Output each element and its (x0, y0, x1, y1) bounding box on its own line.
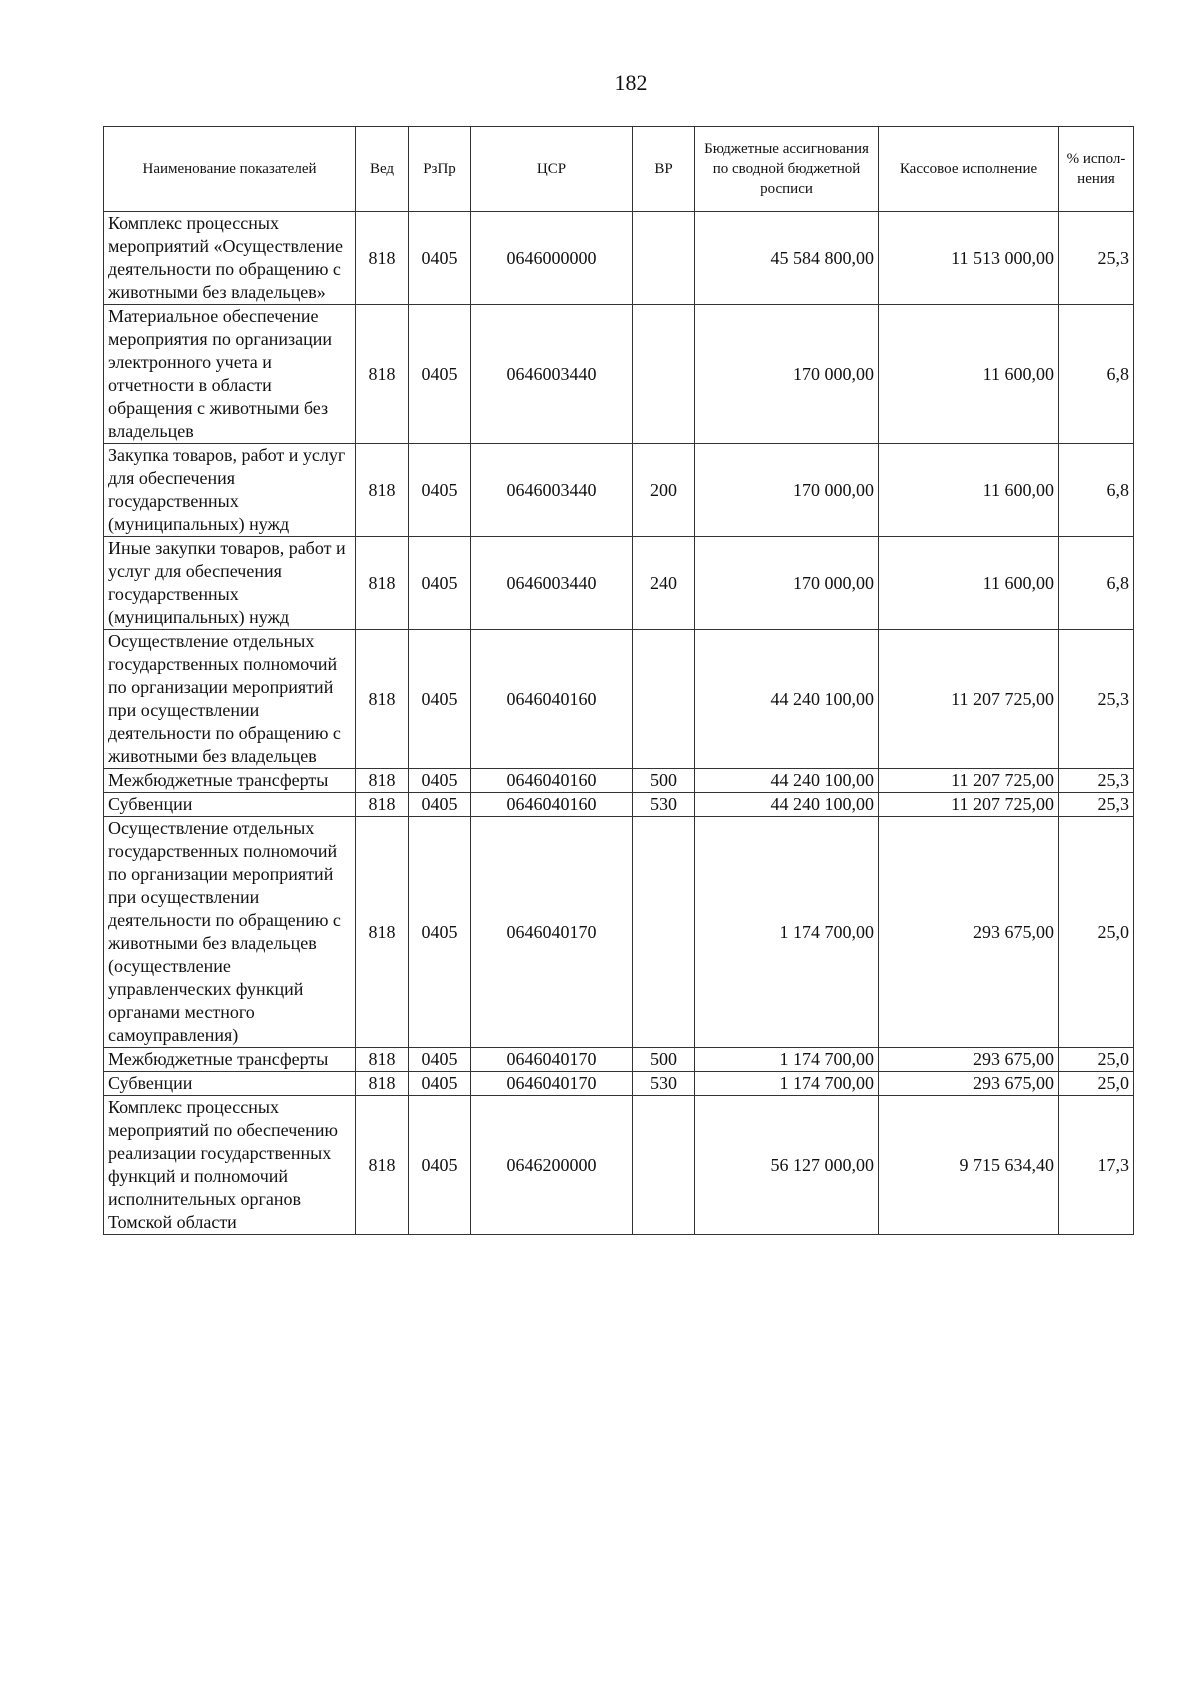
page-number: 182 (614, 70, 648, 95)
cell-rzpr: 0405 (409, 444, 471, 537)
header-name: Наименование показателей (104, 127, 356, 212)
cell-budget: 44 240 100,00 (695, 793, 879, 817)
cell-name: Субвенции (104, 793, 356, 817)
cell-ved: 818 (356, 212, 409, 305)
cell-vr (633, 817, 695, 1048)
cell-vr: 530 (633, 1072, 695, 1096)
cell-csr: 0646003440 (471, 444, 633, 537)
cell-cash: 11 207 725,00 (879, 793, 1059, 817)
cell-vr: 530 (633, 793, 695, 817)
cell-budget: 44 240 100,00 (695, 630, 879, 769)
budget-execution-table (103, 126, 1134, 1235)
cell-cash: 11 600,00 (879, 537, 1059, 630)
table-row (104, 537, 1134, 630)
cell-vr: 200 (633, 444, 695, 537)
cell-percent: 25,3 (1059, 212, 1134, 305)
table-header-row (104, 127, 1134, 212)
cell-rzpr: 0405 (409, 817, 471, 1048)
table-row (104, 769, 1134, 793)
table-body (104, 212, 1134, 1235)
cell-cash: 11 207 725,00 (879, 630, 1059, 769)
cell-name: Субвенции (104, 1072, 356, 1096)
cell-percent: 17,3 (1059, 1096, 1134, 1235)
cell-ved: 818 (356, 537, 409, 630)
cell-rzpr: 0405 (409, 537, 471, 630)
cell-percent: 6,8 (1059, 444, 1134, 537)
header-budget: Бюджетные ассигнования по сводной бюджетной росписи (695, 127, 879, 212)
cell-rzpr: 0405 (409, 1072, 471, 1096)
cell-name: Иные закупки товаров, работ и услуг для обеспечения государственных (муниципальных) нужд (104, 537, 356, 630)
cell-vr (633, 630, 695, 769)
cell-vr (633, 1096, 695, 1235)
cell-percent: 25,0 (1059, 817, 1134, 1048)
cell-csr: 0646000000 (471, 212, 633, 305)
header-ved: Вед (356, 127, 409, 212)
cell-budget: 170 000,00 (695, 444, 879, 537)
cell-rzpr: 0405 (409, 1096, 471, 1235)
cell-ved: 818 (356, 1072, 409, 1096)
cell-name: Комплекс процессных мероприятий по обеспечению реализации государственных функций и полномочий исполнительных органов Томской области (104, 1096, 356, 1235)
cell-name: Комплекс процессных мероприятий «Осуществление деятельности по обращению с животными без владельцев» (104, 212, 356, 305)
cell-csr: 0646040160 (471, 793, 633, 817)
cell-ved: 818 (356, 1096, 409, 1235)
table-row (104, 212, 1134, 305)
header-vr: ВР (633, 127, 695, 212)
cell-percent: 25,3 (1059, 630, 1134, 769)
cell-name: Осуществление отдельных государственных полномочий по организации мероприятий при осуществлении деятельности по обращению с животными без владельцев (осуществление управленческих функций органами местного самоуправления) (104, 817, 356, 1048)
cell-cash: 9 715 634,40 (879, 1096, 1059, 1235)
cell-rzpr: 0405 (409, 1048, 471, 1072)
cell-csr: 0646003440 (471, 305, 633, 444)
cell-ved: 818 (356, 769, 409, 793)
table-row (104, 444, 1134, 537)
cell-csr: 0646040160 (471, 769, 633, 793)
cell-percent: 25,3 (1059, 769, 1134, 793)
cell-cash: 11 513 000,00 (879, 212, 1059, 305)
cell-cash: 293 675,00 (879, 1072, 1059, 1096)
cell-csr: 0646200000 (471, 1096, 633, 1235)
cell-name: Материальное обеспечение мероприятия по организации электронного учета и отчетности в области обращения с животными без владельцев (104, 305, 356, 444)
cell-ved: 818 (356, 1048, 409, 1072)
cell-vr: 240 (633, 537, 695, 630)
cell-budget: 56 127 000,00 (695, 1096, 879, 1235)
table-row (104, 305, 1134, 444)
cell-cash: 11 207 725,00 (879, 769, 1059, 793)
cell-vr (633, 305, 695, 444)
cell-percent: 6,8 (1059, 305, 1134, 444)
cell-cash: 293 675,00 (879, 817, 1059, 1048)
cell-cash: 11 600,00 (879, 305, 1059, 444)
cell-ved: 818 (356, 793, 409, 817)
header-cash: Кассовое исполнение (879, 127, 1059, 212)
cell-name: Закупка товаров, работ и услуг для обеспечения государственных (муниципальных) нужд (104, 444, 356, 537)
cell-rzpr: 0405 (409, 769, 471, 793)
cell-budget: 44 240 100,00 (695, 769, 879, 793)
cell-csr: 0646040170 (471, 817, 633, 1048)
cell-csr: 0646040170 (471, 1072, 633, 1096)
cell-rzpr: 0405 (409, 212, 471, 305)
table-row (104, 1072, 1134, 1096)
header-percent: % испол-нения (1059, 127, 1134, 212)
table-row (104, 1096, 1134, 1235)
cell-csr: 0646040170 (471, 1048, 633, 1072)
cell-ved: 818 (356, 444, 409, 537)
cell-cash: 11 600,00 (879, 444, 1059, 537)
cell-percent: 25,0 (1059, 1072, 1134, 1096)
cell-csr: 0646040160 (471, 630, 633, 769)
header-csr: ЦСР (471, 127, 633, 212)
cell-percent: 25,0 (1059, 1048, 1134, 1072)
cell-cash: 293 675,00 (879, 1048, 1059, 1072)
table-row (104, 1048, 1134, 1072)
cell-budget: 170 000,00 (695, 305, 879, 444)
cell-percent: 25,3 (1059, 793, 1134, 817)
cell-budget: 1 174 700,00 (695, 1048, 879, 1072)
cell-rzpr: 0405 (409, 630, 471, 769)
cell-rzpr: 0405 (409, 305, 471, 444)
cell-vr: 500 (633, 769, 695, 793)
table-row (104, 793, 1134, 817)
cell-ved: 818 (356, 630, 409, 769)
header-rzpr: РзПр (409, 127, 471, 212)
cell-budget: 170 000,00 (695, 537, 879, 630)
cell-name: Межбюджетные трансферты (104, 1048, 356, 1072)
cell-ved: 818 (356, 817, 409, 1048)
cell-rzpr: 0405 (409, 793, 471, 817)
cell-percent: 6,8 (1059, 537, 1134, 630)
cell-name: Межбюджетные трансферты (104, 769, 356, 793)
cell-vr: 500 (633, 1048, 695, 1072)
cell-budget: 45 584 800,00 (695, 212, 879, 305)
table-row (104, 630, 1134, 769)
cell-budget: 1 174 700,00 (695, 1072, 879, 1096)
cell-name: Осуществление отдельных государственных полномочий по организации мероприятий при осуществлении деятельности по обращению с животными без владельцев (104, 630, 356, 769)
cell-vr (633, 212, 695, 305)
cell-budget: 1 174 700,00 (695, 817, 879, 1048)
cell-csr: 0646003440 (471, 537, 633, 630)
cell-ved: 818 (356, 305, 409, 444)
table-row (104, 817, 1134, 1048)
